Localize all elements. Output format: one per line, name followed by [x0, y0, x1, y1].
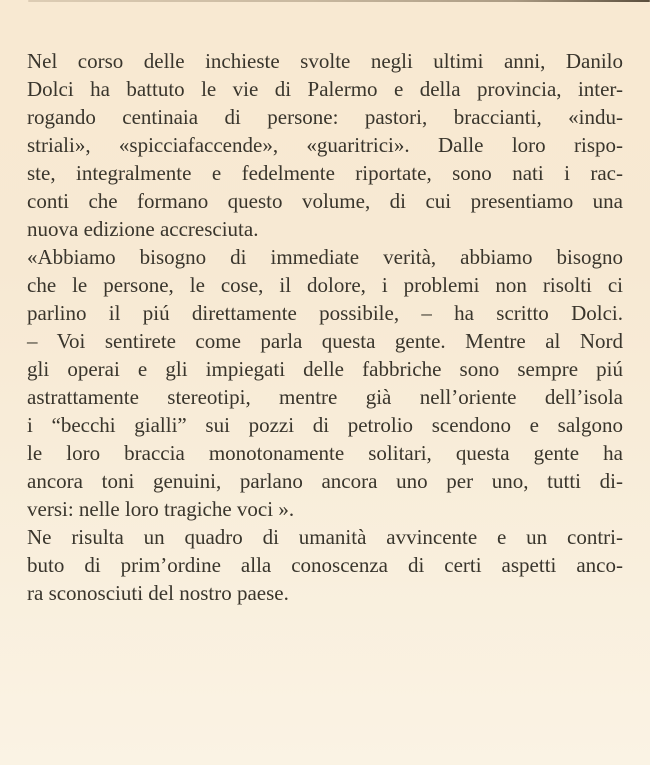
- text-line: gli operai e gli impiegati delle fabbriche sono sempre piú: [27, 357, 623, 381]
- text-line: le loro braccia monotonamente solitari, questa gente ha: [27, 441, 623, 465]
- text-line: che le persone, le cose, il dolore, i problemi non risolti ci: [27, 273, 623, 297]
- text-line: Nel corso delle inchieste svolte negli ultimi anni, Danilo: [27, 49, 623, 73]
- text-line: Ne risulta un quadro di umanità avvincente e un contri-: [27, 525, 623, 549]
- text-line: parlino il piú direttamente possibile, – ha scritto Dolci.: [27, 301, 623, 325]
- text-line-paragraph-end: versi: nelle loro tragiche voci ».: [27, 497, 295, 521]
- text-line: conti che formano questo volume, di cui presentiamo una: [27, 189, 623, 213]
- text-line: striali», «spicciafaccende», «guaritrici». Dalle loro rispo-: [27, 133, 623, 157]
- text-line-paragraph-end: ra sconosciuti del nostro paese.: [27, 581, 289, 605]
- text-line-paragraph-end: nuova edizione accresciuta.: [27, 217, 259, 241]
- text-line: ancora toni genuini, parlano ancora uno per uno, tutti di-: [27, 469, 623, 493]
- text-line: – Voi sentirete come parla questa gente. Mentre al Nord: [27, 329, 623, 353]
- text-line: rogando centinaia di persone: pastori, braccianti, «indu-: [27, 105, 623, 129]
- text-line: astrattamente stereotipi, mentre già nell’oriente dell’isola: [27, 385, 623, 409]
- text-line: «Abbiamo bisogno di immediate verità, abbiamo bisogno: [27, 245, 623, 269]
- text-line: buto di prim’ordine alla conoscenza di certi aspetti anco-: [27, 553, 623, 577]
- scan-top-edge-line: [28, 0, 650, 2]
- blurb-text-block: [27, 47, 623, 607]
- text-line: ste, integralmente e fedelmente riportate, sono nati i rac-: [27, 161, 623, 185]
- text-line: i “becchi gialli” sui pozzi di petrolio scendono e salgono: [27, 413, 623, 437]
- text-line: Dolci ha battuto le vie di Palermo e della provincia, inter-: [27, 77, 623, 101]
